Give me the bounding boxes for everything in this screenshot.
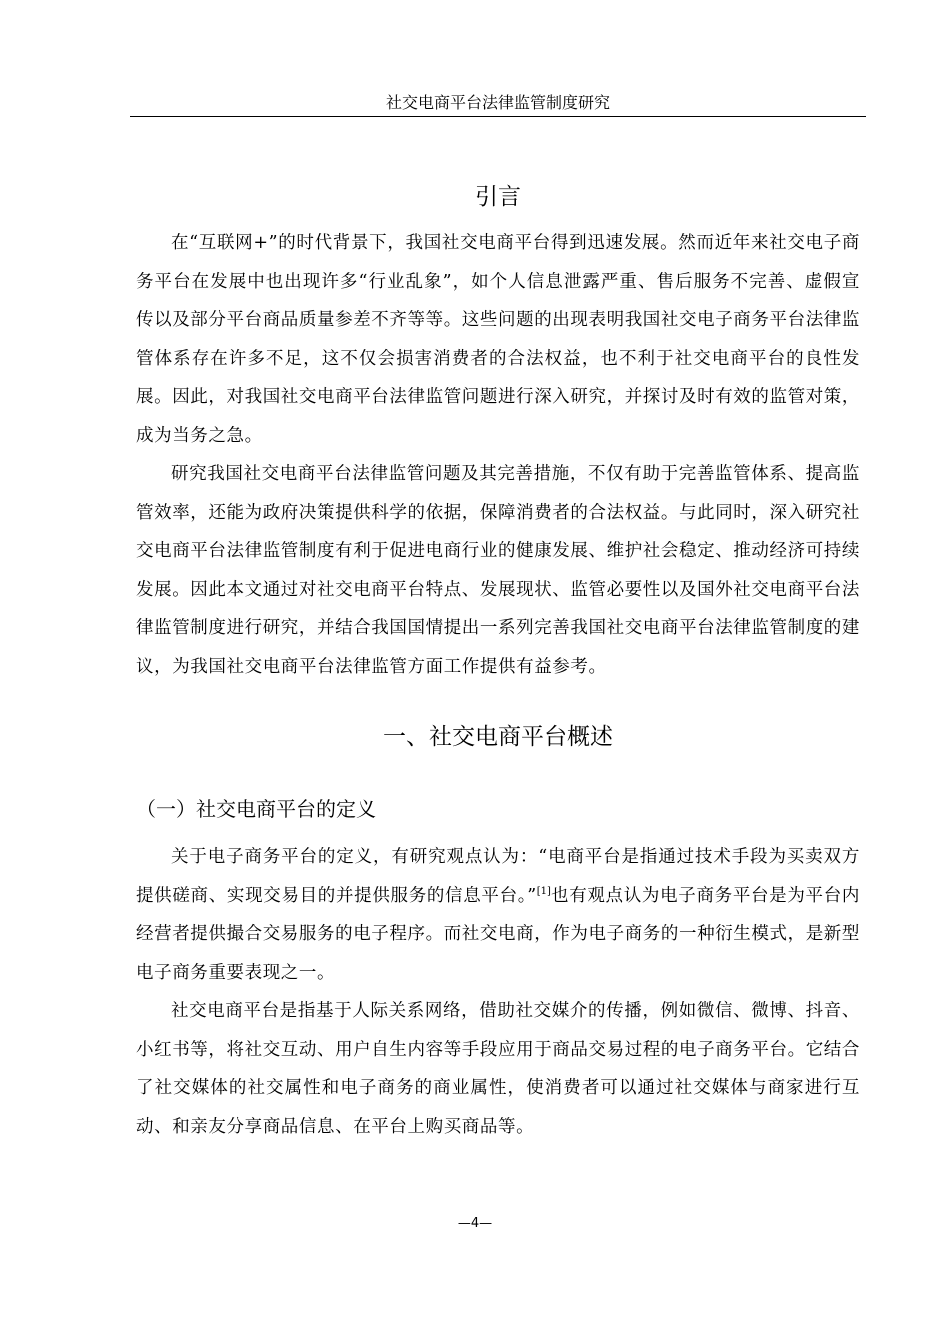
intro-title: 引言 xyxy=(475,184,521,210)
section-1-title: 一、社交电商平台概述 xyxy=(383,724,613,750)
subsection-1-title: （一）社交电商平台的定义 xyxy=(136,797,376,821)
intro-paragraph-2: 研究我国社交电商平台法律监管问题及其完善措施，不仅有助于完善监管体系、提高监管效率，还能为政府决策提供科学的依据，保障消费者的合法权益。与此同时，深入研究社交电商平台法律监管制度有利于促进电商行业的健康发展、维护社会稳定、推动经济可持续发展。因此本文通过对社交电商平台特点、发展现状、监管必要性以及国外社交电商平台法律监管制度进行研究，并结合我国国情提出一系列完善我国社交电商平台法律监管制度的建议，为我国社交电商平台法律监管方面工作提供有益参考。 xyxy=(136,464,860,677)
definition-text-quote: 关于电子商务平台的定义，有研究观点认为：“电商平台是指通过技术手段为买卖双方提供磋商、实现交易目的并提供服务的信息平台。” xyxy=(136,847,860,906)
definition-paragraph-2: 社交电商平台是指基于人际关系网络，借助社交媒介的传播，例如微信、微博、抖音、小红书等，将社交互动、用户自生内容等手段应用于商品交易过程的电子商务平台。它结合了社交媒体的社交属性和电子商务的商业属性，使消费者可以通过社交媒体与商家进行互动、和亲友分享商品信息、在平台上购买商品等。 xyxy=(136,1001,860,1137)
citation-1[interactable]: [1] xyxy=(536,885,551,897)
intro-paragraph-1: 在“互联网+”的时代背景下，我国社交电商平台得到迅速发展。然而近年来社交电子商务平台在发展中也出现许多“行业乱象”，如个人信息泄露严重、售后服务不完善、虚假宣传以及部分平台商品质量参差不齐等等。这些问题的出现表明我国社交电子商务平台法律监管体系存在许多不足，这不仅会损害消费者的合法权益，也不利于社交电商平台的良性发展。因此，对我国社交电商平台法律监管问题进行深入研究，并探讨及时有效的监管对策，成为当务之急。 xyxy=(136,233,860,446)
running-header-title: 社交电商平台法律监管制度研究 xyxy=(385,93,610,112)
page-content xyxy=(136,180,860,1146)
page-number: —4— xyxy=(457,1216,493,1231)
definition-paragraph-1 xyxy=(136,838,860,992)
header-rule xyxy=(130,116,866,117)
definition-text-rest: 也有观点认为电子商务平台是为平台内经营者提供撮合交易服务的电子程序。而社交电商，作为电子商务的一种衍生模式，是新型电子商务重要表现之一。 xyxy=(136,885,860,983)
